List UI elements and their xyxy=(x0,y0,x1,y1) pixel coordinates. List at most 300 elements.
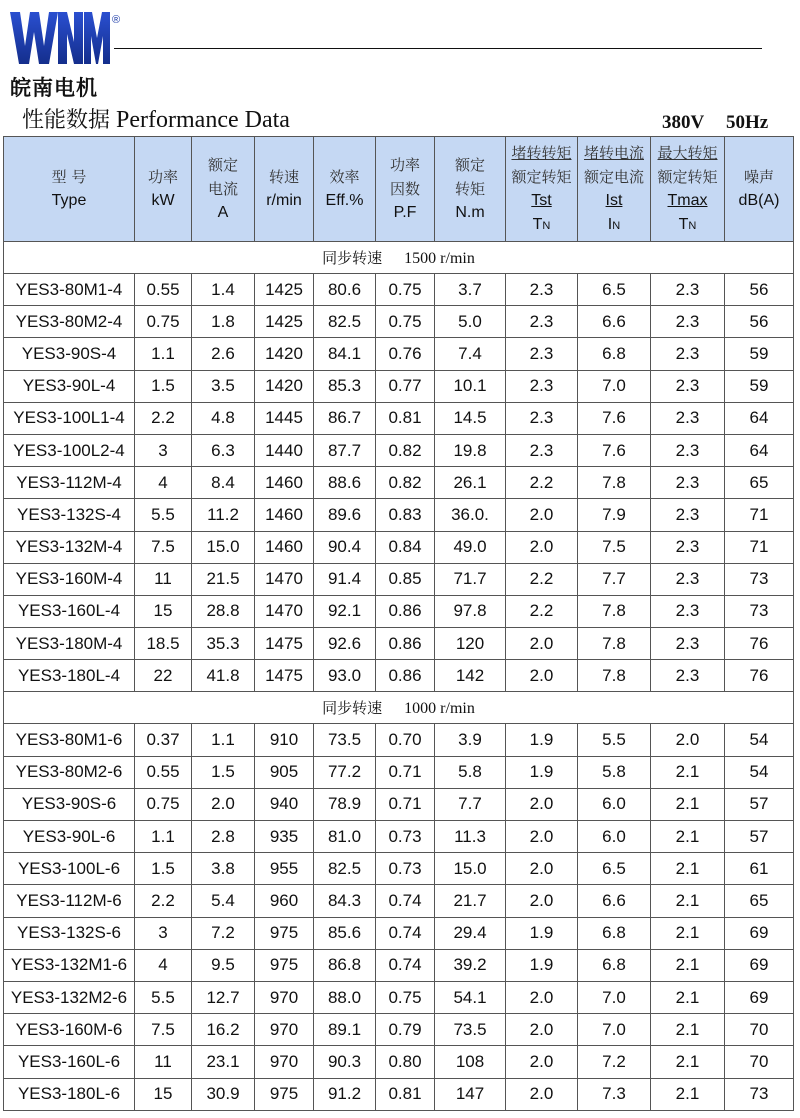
table-cell: 975 xyxy=(255,917,314,949)
table-cell: 0.86 xyxy=(376,660,435,692)
table-cell: 2.0 xyxy=(506,1046,578,1078)
model-cell: YES3-112M-4 xyxy=(4,467,135,499)
table-row xyxy=(4,563,794,595)
table-cell: 15 xyxy=(135,1078,192,1110)
table-cell: 1460 xyxy=(255,531,314,563)
table-cell: 2.0 xyxy=(506,821,578,853)
section-header xyxy=(4,692,794,724)
table-cell: 7.8 xyxy=(578,628,651,660)
table-cell: 6.8 xyxy=(578,338,651,370)
table-cell: 78.9 xyxy=(314,788,376,820)
table-cell: 80.6 xyxy=(314,274,376,306)
table-cell: 5.4 xyxy=(192,885,255,917)
table-cell: 2.0 xyxy=(506,788,578,820)
table-cell: 2.3 xyxy=(651,660,725,692)
table-cell: 84.3 xyxy=(314,885,376,917)
table-cell: 77.2 xyxy=(314,756,376,788)
page-title xyxy=(22,106,290,135)
table-cell: 11.3 xyxy=(435,821,506,853)
table-cell: 22 xyxy=(135,660,192,692)
table-cell: 7.5 xyxy=(135,531,192,563)
model-cell: YES3-160L-4 xyxy=(4,595,135,627)
table-cell: 0.76 xyxy=(376,338,435,370)
table-cell: 2.3 xyxy=(651,338,725,370)
section-label: 同步转速 xyxy=(322,699,383,718)
table-cell: 1.9 xyxy=(506,724,578,756)
table-cell: 1.5 xyxy=(192,756,255,788)
table-cell: 120 xyxy=(435,628,506,660)
table-cell: 970 xyxy=(255,981,314,1013)
col-efficiency: 效率 Eff.% xyxy=(314,137,376,242)
table-cell: 35.3 xyxy=(192,628,255,660)
table-cell: 9.5 xyxy=(192,949,255,981)
model-cell: YES3-90L-4 xyxy=(4,370,135,402)
model-cell: YES3-160L-6 xyxy=(4,1046,135,1078)
title-en: Performance Data xyxy=(116,107,290,133)
model-cell: YES3-80M2-6 xyxy=(4,756,135,788)
table-cell: 71 xyxy=(725,499,794,531)
table-cell: 2.2 xyxy=(135,885,192,917)
table-header-row xyxy=(4,137,794,242)
table-row xyxy=(4,788,794,820)
table-cell: 3.7 xyxy=(435,274,506,306)
table-cell: 86.8 xyxy=(314,949,376,981)
table-cell: 0.75 xyxy=(135,788,192,820)
table-row xyxy=(4,724,794,756)
table-cell: 7.6 xyxy=(578,402,651,434)
table-cell: 2.3 xyxy=(651,563,725,595)
table-cell: 2.0 xyxy=(506,1078,578,1110)
table-row xyxy=(4,499,794,531)
table-cell: 6.6 xyxy=(578,306,651,338)
table-cell: 2.0 xyxy=(651,724,725,756)
table-cell: 960 xyxy=(255,885,314,917)
table-cell: 0.82 xyxy=(376,434,435,466)
table-row xyxy=(4,917,794,949)
section-label: 同步转速 xyxy=(322,249,383,267)
table-cell: 1475 xyxy=(255,660,314,692)
table-cell: 5.8 xyxy=(578,756,651,788)
table-row xyxy=(4,595,794,627)
table-cell: 0.81 xyxy=(376,1078,435,1110)
table-cell: 970 xyxy=(255,1046,314,1078)
table-cell: 1420 xyxy=(255,370,314,402)
table-row xyxy=(4,660,794,692)
table-cell: 0.71 xyxy=(376,788,435,820)
table-row xyxy=(4,949,794,981)
table-cell: 0.55 xyxy=(135,756,192,788)
table-cell: 3.9 xyxy=(435,724,506,756)
table-cell: 7.0 xyxy=(578,1014,651,1046)
table-cell: 28.8 xyxy=(192,595,255,627)
table-cell: 7.7 xyxy=(578,563,651,595)
table-cell: 940 xyxy=(255,788,314,820)
table-row xyxy=(4,1014,794,1046)
model-cell: YES3-100L-6 xyxy=(4,853,135,885)
table-cell: 19.8 xyxy=(435,434,506,466)
table-cell: 2.2 xyxy=(506,467,578,499)
table-cell: 73.5 xyxy=(314,724,376,756)
table-row xyxy=(4,821,794,853)
table-cell: 29.4 xyxy=(435,917,506,949)
table-cell: 8.4 xyxy=(192,467,255,499)
section-speed: 1000 r/min xyxy=(404,700,475,718)
table-cell: 54 xyxy=(725,724,794,756)
table-cell: 1.5 xyxy=(135,370,192,402)
section-header-row xyxy=(4,692,794,724)
col-power-factor: 功率 因数 P.F xyxy=(376,137,435,242)
table-cell: 11 xyxy=(135,563,192,595)
table-cell: 1.1 xyxy=(192,724,255,756)
table-cell: 89.6 xyxy=(314,499,376,531)
company-name: 皖南电机 xyxy=(10,76,98,100)
table-row xyxy=(4,531,794,563)
table-cell: 91.4 xyxy=(314,563,376,595)
table-cell: 73.5 xyxy=(435,1014,506,1046)
table-cell: 92.6 xyxy=(314,628,376,660)
table-cell: 2.6 xyxy=(192,338,255,370)
table-cell: 39.2 xyxy=(435,949,506,981)
model-cell: YES3-80M1-6 xyxy=(4,724,135,756)
model-cell: YES3-180L-6 xyxy=(4,1078,135,1110)
table-cell: 0.73 xyxy=(376,853,435,885)
table-cell: 935 xyxy=(255,821,314,853)
table-cell: 73 xyxy=(725,1078,794,1110)
table-cell: 59 xyxy=(725,370,794,402)
table-cell: 2.0 xyxy=(506,885,578,917)
col-rated-torque: 额定 转矩 N.m xyxy=(435,137,506,242)
table-cell: 56 xyxy=(725,306,794,338)
table-cell: 142 xyxy=(435,660,506,692)
table-cell: 91.2 xyxy=(314,1078,376,1110)
table-cell: 0.84 xyxy=(376,531,435,563)
table-cell: 0.85 xyxy=(376,563,435,595)
table-cell: 6.8 xyxy=(578,917,651,949)
table-cell: 12.7 xyxy=(192,981,255,1013)
section-header-row xyxy=(4,242,794,274)
table-cell: 0.75 xyxy=(376,306,435,338)
table-cell: 7.9 xyxy=(578,499,651,531)
table-cell: 2.1 xyxy=(651,821,725,853)
table-cell: 1.1 xyxy=(135,821,192,853)
table-row xyxy=(4,306,794,338)
table-cell: 7.0 xyxy=(578,981,651,1013)
table-cell: 82.5 xyxy=(314,853,376,885)
col-noise: 噪声 dB(A) xyxy=(725,137,794,242)
table-cell: 54 xyxy=(725,756,794,788)
model-cell: YES3-132S-4 xyxy=(4,499,135,531)
model-cell: YES3-180M-4 xyxy=(4,628,135,660)
table-cell: 2.1 xyxy=(651,1046,725,1078)
table-cell: 5.0 xyxy=(435,306,506,338)
table-cell: 15.0 xyxy=(192,531,255,563)
table-cell: 26.1 xyxy=(435,467,506,499)
table-cell: 11.2 xyxy=(192,499,255,531)
table-cell: 1420 xyxy=(255,338,314,370)
table-cell: 61 xyxy=(725,853,794,885)
table-cell: 2.3 xyxy=(506,274,578,306)
table-cell: 2.3 xyxy=(506,338,578,370)
table-cell: 2.2 xyxy=(506,563,578,595)
table-cell: 64 xyxy=(725,434,794,466)
table-cell: 86.7 xyxy=(314,402,376,434)
table-cell: 2.3 xyxy=(506,402,578,434)
table-cell: 0.73 xyxy=(376,821,435,853)
table-cell: 2.1 xyxy=(651,1014,725,1046)
table-row xyxy=(4,370,794,402)
table-row xyxy=(4,338,794,370)
table-cell: 16.2 xyxy=(192,1014,255,1046)
table-cell: 89.1 xyxy=(314,1014,376,1046)
table-cell: 4 xyxy=(135,949,192,981)
table-cell: 1460 xyxy=(255,467,314,499)
table-cell: 76 xyxy=(725,660,794,692)
table-cell: 0.71 xyxy=(376,756,435,788)
table-row xyxy=(4,756,794,788)
table-cell: 0.86 xyxy=(376,595,435,627)
table-cell: 1.1 xyxy=(135,338,192,370)
table-cell: 65 xyxy=(725,467,794,499)
table-cell: 2.3 xyxy=(651,402,725,434)
table-cell: 56 xyxy=(725,274,794,306)
table-cell: 2.3 xyxy=(506,370,578,402)
model-cell: YES3-112M-6 xyxy=(4,885,135,917)
table-cell: 5.8 xyxy=(435,756,506,788)
model-cell: YES3-132M-4 xyxy=(4,531,135,563)
section-speed: 1500 r/min xyxy=(404,250,475,267)
table-cell: 2.1 xyxy=(651,788,725,820)
table-cell: 2.3 xyxy=(651,628,725,660)
table-cell: 7.7 xyxy=(435,788,506,820)
table-cell: 6.0 xyxy=(578,821,651,853)
table-cell: 975 xyxy=(255,949,314,981)
table-cell: 0.81 xyxy=(376,402,435,434)
table-cell: 0.75 xyxy=(135,306,192,338)
table-cell: 1475 xyxy=(255,628,314,660)
table-cell: 2.1 xyxy=(651,981,725,1013)
table-cell: 2.3 xyxy=(651,306,725,338)
table-row xyxy=(4,885,794,917)
table-cell: 7.4 xyxy=(435,338,506,370)
table-cell: 73 xyxy=(725,595,794,627)
table-cell: 70 xyxy=(725,1046,794,1078)
table-cell: 1.4 xyxy=(192,274,255,306)
col-power: 功率 kW xyxy=(135,137,192,242)
table-cell: 970 xyxy=(255,1014,314,1046)
table-cell: 7.8 xyxy=(578,660,651,692)
table-cell: 2.2 xyxy=(506,595,578,627)
table-cell: 76 xyxy=(725,628,794,660)
table-cell: 21.5 xyxy=(192,563,255,595)
table-cell: 6.8 xyxy=(578,949,651,981)
table-cell: 147 xyxy=(435,1078,506,1110)
model-cell: YES3-80M1-4 xyxy=(4,274,135,306)
table-cell: 15.0 xyxy=(435,853,506,885)
table-cell: 57 xyxy=(725,821,794,853)
table-cell: 7.5 xyxy=(135,1014,192,1046)
table-cell: 87.7 xyxy=(314,434,376,466)
model-cell: YES3-132S-6 xyxy=(4,917,135,949)
table-body xyxy=(4,242,794,1111)
table-row xyxy=(4,628,794,660)
table-cell: 955 xyxy=(255,853,314,885)
table-cell: 6.0 xyxy=(578,788,651,820)
table-cell: 1.9 xyxy=(506,756,578,788)
table-cell: 975 xyxy=(255,1078,314,1110)
table-cell: 84.1 xyxy=(314,338,376,370)
table-row xyxy=(4,981,794,1013)
table-cell: 0.83 xyxy=(376,499,435,531)
table-cell: 7.5 xyxy=(578,531,651,563)
table-cell: 65 xyxy=(725,885,794,917)
table-cell: 2.0 xyxy=(506,499,578,531)
table-cell: 2.3 xyxy=(506,434,578,466)
table-cell: 2.3 xyxy=(651,595,725,627)
table-cell: 36.0. xyxy=(435,499,506,531)
table-cell: 4 xyxy=(135,467,192,499)
table-cell: 2.0 xyxy=(506,853,578,885)
table-cell: 59 xyxy=(725,338,794,370)
table-cell: 18.5 xyxy=(135,628,192,660)
table-cell: 97.8 xyxy=(435,595,506,627)
table-cell: 4.8 xyxy=(192,402,255,434)
table-cell: 7.0 xyxy=(578,370,651,402)
table-cell: 7.6 xyxy=(578,434,651,466)
table-cell: 1425 xyxy=(255,306,314,338)
model-cell: YES3-160M-4 xyxy=(4,563,135,595)
table-cell: 7.3 xyxy=(578,1078,651,1110)
table-cell: 2.1 xyxy=(651,917,725,949)
table-cell: 5.5 xyxy=(578,724,651,756)
table-cell: 93.0 xyxy=(314,660,376,692)
table-cell: 1460 xyxy=(255,499,314,531)
col-breakdown-torque: 最大转矩 额定转矩 Tmax TN xyxy=(651,137,725,242)
table-row xyxy=(4,853,794,885)
table-cell: 0.70 xyxy=(376,724,435,756)
table-cell: 69 xyxy=(725,949,794,981)
table-cell: 5.5 xyxy=(135,499,192,531)
table-cell: 7.2 xyxy=(578,1046,651,1078)
table-cell: 2.3 xyxy=(651,499,725,531)
model-cell: YES3-90L-6 xyxy=(4,821,135,853)
col-current: 额定 电流 A xyxy=(192,137,255,242)
table-cell: 0.55 xyxy=(135,274,192,306)
table-cell: 0.74 xyxy=(376,885,435,917)
table-cell: 910 xyxy=(255,724,314,756)
company-logo xyxy=(8,6,121,100)
table-cell: 108 xyxy=(435,1046,506,1078)
table-row xyxy=(4,1046,794,1078)
table-cell: 3 xyxy=(135,434,192,466)
table-cell: 0.80 xyxy=(376,1046,435,1078)
col-speed: 转速 r/min xyxy=(255,137,314,242)
table-cell: 11 xyxy=(135,1046,192,1078)
table-cell: 21.7 xyxy=(435,885,506,917)
table-row xyxy=(4,467,794,499)
table-cell: 1425 xyxy=(255,274,314,306)
table-row xyxy=(4,402,794,434)
title-cn: 性能数据 xyxy=(22,108,111,133)
table-cell: 0.74 xyxy=(376,949,435,981)
table-cell: 49.0 xyxy=(435,531,506,563)
table-cell: 23.1 xyxy=(192,1046,255,1078)
table-cell: 6.5 xyxy=(578,853,651,885)
table-cell: 2.0 xyxy=(506,628,578,660)
model-cell: YES3-132M2-6 xyxy=(4,981,135,1013)
table-cell: 73 xyxy=(725,563,794,595)
model-cell: YES3-180L-4 xyxy=(4,660,135,692)
table-cell: 90.3 xyxy=(314,1046,376,1078)
table-cell: 85.3 xyxy=(314,370,376,402)
table-cell: 6.6 xyxy=(578,885,651,917)
table-cell: 0.37 xyxy=(135,724,192,756)
registered-mark: ® xyxy=(112,14,121,26)
table-cell: 92.1 xyxy=(314,595,376,627)
table-cell: 1445 xyxy=(255,402,314,434)
table-cell: 0.75 xyxy=(376,274,435,306)
wnm-logo-mark xyxy=(8,8,112,66)
table-cell: 2.2 xyxy=(135,402,192,434)
table-cell: 0.79 xyxy=(376,1014,435,1046)
table-cell: 5.5 xyxy=(135,981,192,1013)
model-cell: YES3-90S-4 xyxy=(4,338,135,370)
model-cell: YES3-100L1-4 xyxy=(4,402,135,434)
model-cell: YES3-132M1-6 xyxy=(4,949,135,981)
table-cell: 2.3 xyxy=(506,306,578,338)
table-cell: 1.9 xyxy=(506,917,578,949)
table-cell: 15 xyxy=(135,595,192,627)
header-rule xyxy=(114,48,762,49)
table-cell: 0.82 xyxy=(376,467,435,499)
table-cell: 3.8 xyxy=(192,853,255,885)
table-cell: 2.0 xyxy=(192,788,255,820)
table-cell: 64 xyxy=(725,402,794,434)
table-cell: 41.8 xyxy=(192,660,255,692)
table-cell: 7.8 xyxy=(578,595,651,627)
table-cell: 2.0 xyxy=(506,660,578,692)
table-cell: 1440 xyxy=(255,434,314,466)
table-cell: 1.8 xyxy=(192,306,255,338)
table-cell: 88.6 xyxy=(314,467,376,499)
table-cell: 2.0 xyxy=(506,981,578,1013)
table-cell: 2.1 xyxy=(651,949,725,981)
table-cell: 57 xyxy=(725,788,794,820)
table-cell: 70 xyxy=(725,1014,794,1046)
table-cell: 2.3 xyxy=(651,467,725,499)
table-cell: 0.75 xyxy=(376,981,435,1013)
table-row xyxy=(4,274,794,306)
table-row xyxy=(4,1078,794,1110)
table-cell: 2.3 xyxy=(651,531,725,563)
table-cell: 1470 xyxy=(255,563,314,595)
table-cell: 3 xyxy=(135,917,192,949)
table-cell: 2.0 xyxy=(506,531,578,563)
model-cell: YES3-160M-6 xyxy=(4,1014,135,1046)
table-cell: 7.2 xyxy=(192,917,255,949)
table-cell: 69 xyxy=(725,981,794,1013)
table-cell: 10.1 xyxy=(435,370,506,402)
table-cell: 54.1 xyxy=(435,981,506,1013)
table-cell: 2.8 xyxy=(192,821,255,853)
table-cell: 2.1 xyxy=(651,853,725,885)
section-header xyxy=(4,242,794,274)
model-cell: YES3-100L2-4 xyxy=(4,434,135,466)
model-cell: YES3-90S-6 xyxy=(4,788,135,820)
table-cell: 2.3 xyxy=(651,274,725,306)
table-cell: 1.9 xyxy=(506,949,578,981)
col-model: 型 号 Type xyxy=(4,137,135,242)
col-locked-rotor-torque: 堵转转矩 额定转矩 Tst TN xyxy=(506,137,578,242)
